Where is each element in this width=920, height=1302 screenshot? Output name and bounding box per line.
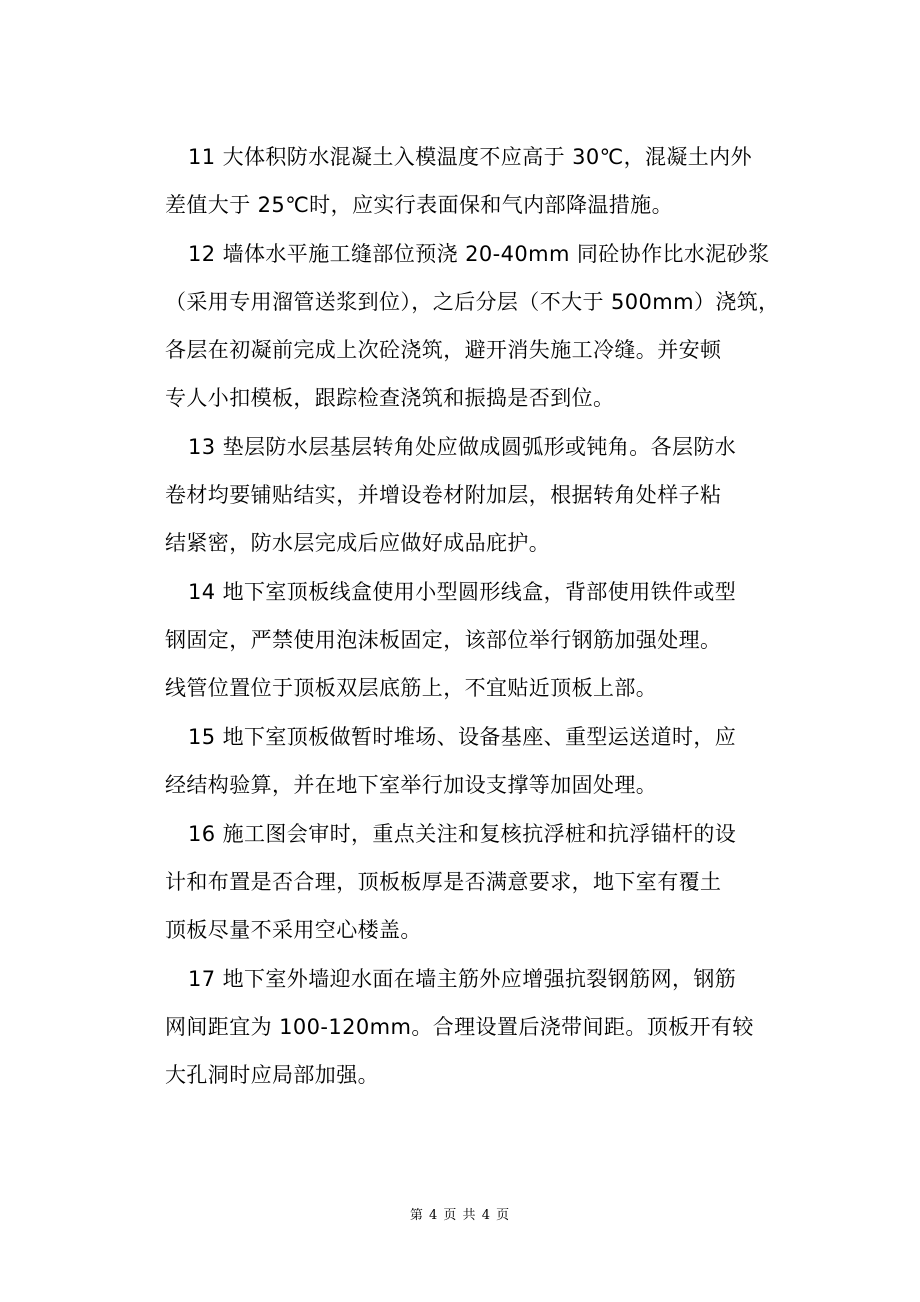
paragraph-17-line-3: 大孔洞时应局部加强。	[165, 1063, 379, 1087]
paragraph-13-line-1: 13 垫层防水层基层转角处应做成圆弧形或钝角。各层防水	[188, 435, 737, 459]
paragraph-17-line-2: 网间距宜为 100-120mm。合理设置后浇带间距。顶板开有较	[165, 1015, 754, 1039]
paragraph-15-line-1: 15 地下室顶板做暂时堆场、设备基座、重型运送道时，应	[188, 725, 737, 749]
paragraph-14-line-1: 14 地下室顶板线盒使用小型圆形线盒，背部使用铁件或型	[188, 580, 737, 604]
paragraph-16-line-3: 顶板尽量不采用空心楼盖。	[165, 918, 422, 942]
paragraph-11-line-2: 差值大于 25℃时，应实行表面保和气内部降温措施。	[165, 193, 673, 217]
paragraph-17-line-1: 17 地下室外墙迎水面在墙主筋外应增强抗裂钢筋网，钢筋	[188, 967, 737, 991]
page-footer: 第 4 页 共 4 页	[409, 1208, 511, 1223]
paragraph-12-line-3: 各层在初凝前完成上次砼浇筑，避开消失施工冷缝。并安顿	[165, 338, 722, 362]
paragraph-12-line-2: （采用专用溜管送浆到位），之后分层（不大于 500mm）浇筑，	[165, 290, 780, 314]
paragraph-12-line-4: 专人小扣模板，跟踪检查浇筑和振捣是否到位。	[165, 386, 615, 410]
paragraph-13-line-2: 卷材均要铺贴结实，并增设卷材附加层，根据转角处样子粘	[165, 483, 722, 507]
paragraph-11-line-1: 11 大体积防水混凝土入模温度不应高于 30℃，混凝土内外	[188, 145, 752, 169]
paragraph-16-line-1: 16 施工图会审时，重点关注和复核抗浮桩和抗浮锚杆的设	[188, 822, 737, 846]
paragraph-12-line-1: 12 墙体水平施工缝部位预浇 20-40mm 同砼协作比水泥砂浆	[188, 242, 770, 266]
paragraph-14-line-2: 钢固定，严禁使用泡沫板固定，该部位举行钢筋加强处理。	[165, 628, 722, 652]
paragraph-14-line-3: 线管位置位于顶板双层底筋上，不宜贴近顶板上部。	[165, 676, 658, 700]
paragraph-13-line-3: 结紧密，防水层完成后应做好成品庇护。	[165, 531, 551, 555]
paragraph-16-line-2: 计和布置是否合理，顶板板厚是否满意要求，地下室有覆土	[165, 870, 722, 894]
paragraph-15-line-2: 经结构验算，并在地下室举行加设支撑等加固处理。	[165, 773, 658, 797]
